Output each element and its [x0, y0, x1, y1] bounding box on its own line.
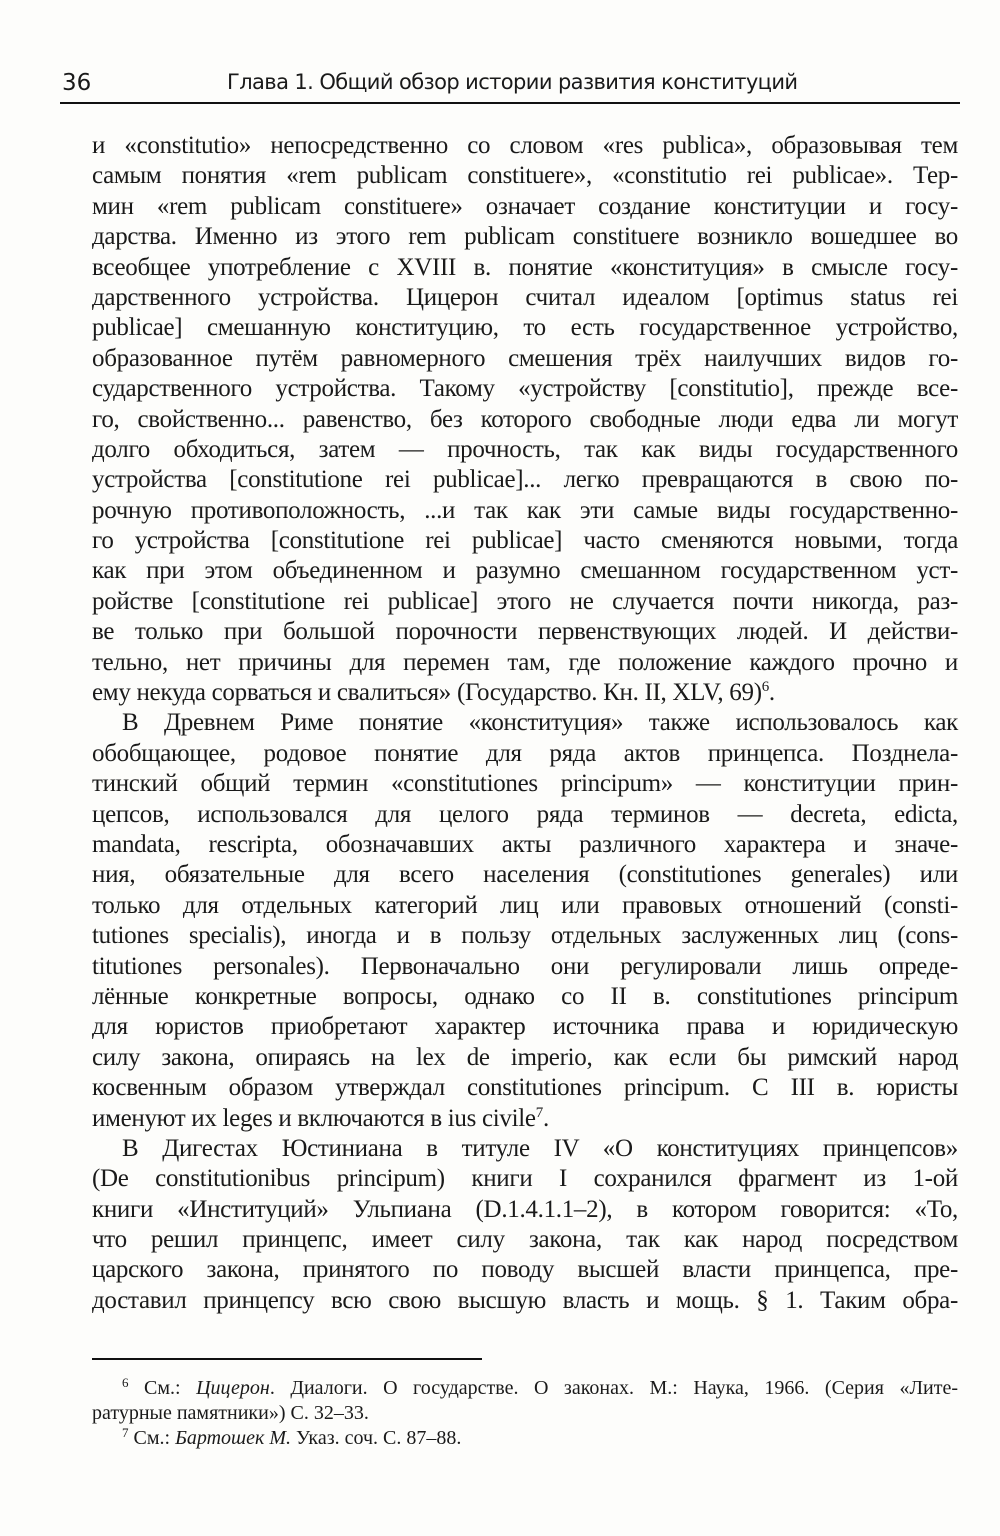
text-line	[92, 496, 958, 526]
line-text: как при этом объединенном и разумно смешанном государственном уст-	[92, 557, 958, 585]
line-text: сударственного устройства. Такому «устройству [constitutio], прежде все-	[92, 375, 958, 403]
line-text: лённые конкретные вопросы, однако со II в. constitutiones principum	[92, 982, 958, 1010]
text-line	[92, 800, 958, 830]
line-text: ве только при большой порочности первенствующих людей. И действи-	[92, 618, 958, 646]
line-text: царского закона, принятого по поводу высшей власти принцепса, пре-	[92, 1256, 958, 1284]
text-line	[92, 1073, 958, 1103]
text-line	[92, 192, 958, 222]
line-text: дарственного устройства. Цицерон считал идеалом [optimus status rei	[92, 283, 958, 311]
text-line	[92, 222, 958, 252]
line-text: го, свойственно... равенство, без которого свободные люди едва ли могут	[92, 405, 958, 433]
text-line	[92, 556, 958, 586]
line-text: косвенным образом утверждал constitutiones principum. С III в. юристы	[92, 1074, 958, 1102]
line-text: книги «Институций» Ульпиана (D.1.4.1.1–2), в котором говорится: «То,	[92, 1195, 958, 1223]
line-text: устройства [constitutione rei publicae]... легко превращаются в свою по-	[92, 466, 958, 494]
text-line	[92, 708, 958, 738]
text-line	[92, 1164, 958, 1194]
text-line	[92, 1012, 958, 1042]
line-text: titutiones personales). Первоначально они регулировали лишь опреде-	[92, 952, 958, 980]
line-text: всеобщее употребление с XVIII в. понятие «конституция» в смысле госу-	[92, 253, 958, 281]
text-line	[92, 678, 958, 708]
line-text: (De constitutionibus principum) книги I сохранился фрагмент из 1-ой	[92, 1165, 958, 1193]
footnote-rule	[92, 1358, 482, 1360]
text-line	[92, 344, 958, 374]
footnote-text: . Диалоги. О государстве. О законах. М.: Наука, 1966. (Серия «Лите-	[269, 1377, 958, 1399]
line-text: рочную противоположность, ...и так как эти самые виды государственно-	[92, 496, 958, 524]
footnote-marker: 6	[122, 1375, 129, 1390]
text-line	[92, 161, 958, 191]
text-line	[92, 283, 958, 313]
text-line	[92, 769, 958, 799]
footnote-reference[interactable]: 6	[761, 679, 769, 696]
line-text: только для отдельных категорий лиц или правовых отношений (consti-	[92, 891, 958, 919]
line-text-end: .	[768, 679, 775, 707]
text-line	[92, 648, 958, 678]
footnote-6-continued: ратурные памятники») С. 32–33.	[92, 1402, 369, 1424]
text-line	[92, 982, 958, 1012]
footnote-prefix: См.:	[128, 1427, 176, 1449]
line-text: доставил принцепсу всю свою высшую власть и мощь. § 1. Таким обра-	[92, 1286, 958, 1314]
text-line	[92, 465, 958, 495]
line-text: ния, обязательные для всего населения (constitutiones generales) или	[92, 861, 958, 889]
text-line	[92, 1255, 958, 1285]
line-text: тельно, нет причины для перемен там, где положение каждого прочно и	[92, 648, 958, 676]
header-rule	[60, 102, 960, 104]
text-line	[92, 405, 958, 435]
line-text: tutiones specialis), иногда и в пользу отдельных заслуженных лиц (cons-	[92, 922, 958, 950]
footnote-reference[interactable]: 7	[535, 1104, 543, 1121]
body-text	[92, 131, 958, 1316]
text-line	[92, 253, 958, 283]
line-text: силу закона, опираясь на lex de imperio, как если бы римский народ	[92, 1043, 958, 1071]
line-text: publicae] смешанную конституцию, то есть государственное устройство,	[92, 314, 958, 342]
text-line	[92, 1195, 958, 1225]
line-text: цепсов, использовался для целого ряда терминов — decreta, edicta,	[92, 800, 958, 828]
line-text: образованное путём равномерного смешения трёх наилучших видов го-	[92, 344, 958, 372]
line-text: для юристов приобретают характер источника права и юридическую	[92, 1013, 958, 1041]
text-line	[92, 131, 958, 161]
text-line	[92, 1104, 958, 1134]
text-line	[92, 921, 958, 951]
footnote-6	[92, 1376, 958, 1401]
text-line	[92, 526, 958, 556]
line-text: дарства. Именно из этого rem publicam constituere возникло вошедшее во	[92, 223, 958, 251]
line-text: именуют их leges и включаются в ius civile	[92, 1104, 536, 1132]
line-text: mandata, rescripta, обозначавших акты различного характера и значе-	[92, 830, 958, 858]
page-number: 36	[62, 70, 92, 96]
text-line	[92, 891, 958, 921]
running-head-title: Глава 1. Общий обзор истории развития конституций	[227, 70, 798, 94]
text-line	[92, 374, 958, 404]
footnote-marker: 7	[122, 1425, 129, 1440]
text-line	[92, 313, 958, 343]
text-line	[92, 739, 958, 769]
text-line	[92, 1043, 958, 1073]
text-line	[92, 830, 958, 860]
line-text: ему некуда сорваться и свалиться» (Государство. Кн. II, XLV, 69)	[92, 679, 762, 707]
footnote-7	[92, 1426, 958, 1451]
line-text: ройстве [constitutione rei publicae] этого не случается почти никогда, раз-	[92, 587, 958, 615]
line-text: мин «rem publicam constituere» означает создание конституции и госу-	[92, 192, 958, 220]
line-text: обобщающее, родовое понятие для ряда актов принцепса. Позднела-	[92, 739, 958, 767]
line-text-end: .	[542, 1104, 549, 1132]
text-line	[92, 1225, 958, 1255]
text-line	[92, 435, 958, 465]
text-line	[92, 1286, 958, 1316]
line-text: самым понятия «rem publicam constituere», «constitutio rei publicae». Тер-	[92, 162, 958, 190]
text-line	[92, 587, 958, 617]
footnote-text: Указ. соч. С. 87–88.	[291, 1427, 462, 1449]
footnote-author: Бартошек М.	[175, 1427, 292, 1449]
line-text: В Дигестах Юстиниана в титуле IV «О конституциях принцепсов»	[122, 1134, 958, 1162]
line-text: В Древнем Риме понятие «конституция» также использовалось как	[122, 709, 958, 737]
running-header	[62, 70, 960, 104]
footnote-prefix: См.:	[128, 1377, 197, 1399]
line-text: и «constitutio» непосредственно со словом «res publica», образовывая тем	[92, 132, 958, 159]
footnotes	[92, 1376, 958, 1451]
line-text: го устройства [constitutione rei publicae] часто сменяются новыми, тогда	[92, 527, 958, 555]
text-line	[92, 860, 958, 890]
text-line	[92, 617, 958, 647]
line-text: что решил принцепс, имеет силу закона, так как народ посредством	[92, 1226, 958, 1254]
text-line	[92, 1134, 958, 1164]
text-line	[92, 952, 958, 982]
line-text: долго обходиться, затем — прочность, так как виды государственного	[92, 435, 958, 463]
line-text: тинский общий термин «constitutiones principum» — конституции прин-	[92, 770, 958, 798]
footnote-author: Цицерон	[196, 1377, 270, 1399]
